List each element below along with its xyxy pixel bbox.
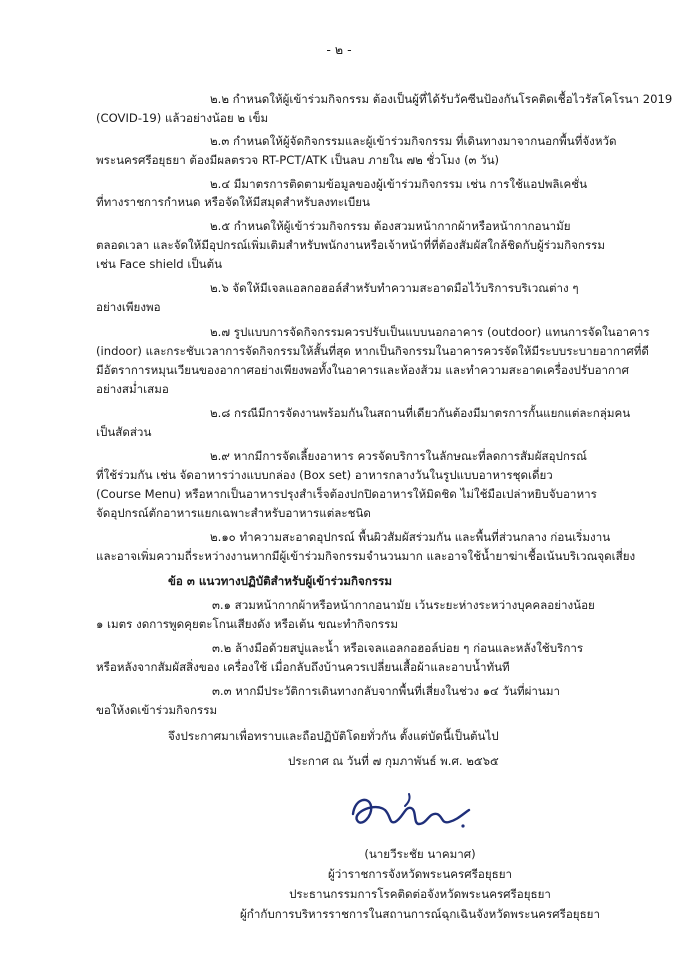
page-number: - ๒ - (326, 42, 352, 57)
signer-name: (นายวีระชัย นาคมาศ) (364, 847, 476, 861)
item-2-5-line-1: ๒.๕ กำหนดให้ผู้เข้าร่วมกิจกรรม ต้องสวมหน้ากากผ้าหรือหน้ากากอนามัย (210, 219, 571, 233)
item-3-2-line-1: ๓.๒ ล้างมือด้วยสบู่และน้ำ หรือเจลแอลกอฮอล์บ่อย ๆ ก่อนและหลังใช้บริการ (212, 641, 584, 655)
item-2-9-line-2: ที่ใช้ร่วมกัน เช่น จัดอาหารว่างแบบกล่อง (Box set) อาหารกลางวันในรูปแบบอาหารชุดเดี่ยว (96, 468, 553, 482)
section-3-heading: ข้อ ๓ แนวทางปฏิบัติสำหรับผู้เข้าร่วมกิจกรรม (168, 574, 392, 588)
item-2-6-line-1: ๒.๖ จัดให้มีเจลแอลกอฮอล์สำหรับทำความสะอาดมือไว้บริการบริเวณต่าง ๆ (210, 281, 579, 295)
signer-title-emergency-supervisor: ผู้กำกับการบริหารราชการในสถานการณ์ฉุกเฉินจังหวัดพระนครศรีอยุธยา (240, 907, 600, 921)
item-2-4-line-1: ๒.๔ มีมาตรการติดตามข้อมูลของผู้เข้าร่วมกิจกรรม เช่น การใช้แอปพลิเคชั่น (210, 177, 587, 191)
item-2-3-line-1: ๒.๓ กำหนดให้ผู้จัดกิจกรรมและผู้เข้าร่วมกิจกรรม ที่เดินทางมาจากนอกพื้นที่จังหวัด (210, 134, 617, 148)
item-2-8-line-1: ๒.๘ กรณีมีการจัดงานพร้อมกันในสถานที่เดียวกันต้องมีมาตรการกั้นแยกแต่ละกลุ่มคน (210, 406, 631, 420)
item-2-9-line-1: ๒.๙ หากมีการจัดเลี้ยงอาหาร ควรจัดบริการในลักษณะที่ลดการสัมผัสอุปกรณ์ (210, 449, 587, 463)
item-3-2-line-2: หรือหลังจากสัมผัสสิ่งของ เครื่องใช้ เมื่อกลับถึงบ้านควรเปลี่ยนเสื้อผ้าและอาบน้ำทันที (96, 660, 510, 674)
announcement-date: ประกาศ ณ วันที่ ๗ กุมภาพันธ์ พ.ศ. ๒๕๖๕ (288, 754, 499, 768)
item-2-7-line-1: ๒.๗ รูปแบบการจัดกิจกรรมควรปรับเป็นแบบนอกอาคาร (outdoor) แทนการจัดในอาคาร (210, 325, 650, 339)
item-2-2-line-2: (COVID-19) แล้วอย่างน้อย ๒ เข็ม (96, 111, 269, 125)
item-2-7-line-4: อย่างสม่ำเสมอ (96, 382, 169, 396)
item-2-4-line-2: ที่ทางราชการกำหนด หรือจัดให้มีสมุดสำหรับลงทะเบียน (96, 195, 370, 209)
item-2-3-line-2: พระนครศรีอยุธยา ต้องมีผลตรวจ RT-PCT/ATK เป็นลบ ภายใน ๗๒ ชั่วโมง (๓ วัน) (96, 153, 500, 167)
item-2-5-line-2: ตลอดเวลา และจัดให้มีอุปกรณ์เพิ่มเติมสำหรับพนักงานหรือเจ้าหน้าที่ที่ต้องสัมผัสใกล้ชิดกับผู้ร่วมกิจกรรม (96, 238, 606, 252)
item-2-10-line-2: และอาจเพิ่มความถี่ระหว่างงานหากมีผู้เข้าร่วมกิจกรรมจำนวนมาก และอาจใช้น้ำยาฆ่าเชื้อเน้นบริเวณจุดเสี่ยง (96, 549, 636, 563)
item-2-7-line-3: มีอัตราการหมุนเวียนของอากาศอย่างเพียงพอทั้งในอาคารและห้องส้วม และทำความสะอาดเครื่องปรับอากาศ (96, 363, 629, 377)
item-2-8-line-2: เป็นสัดส่วน (96, 425, 152, 439)
item-3-3-line-1: ๓.๓ หากมีประวัติการเดินทางกลับจากพื้นที่เสี่ยงในช่วง ๑๔ วันที่ผ่านมา (212, 684, 560, 698)
signer-title-governor: ผู้ว่าราชการจังหวัดพระนครศรีอยุธยา (327, 867, 513, 881)
announcement-line: จึงประกาศมาเพื่อทราบและถือปฏิบัติโดยทั่วกัน ตั้งแต่บัดนี้เป็นต้นไป (168, 729, 499, 743)
item-2-9-line-3: (Course Menu) หรือหากเป็นอาหารปรุงสำเร็จต้องปกปิดอาหารให้มิดชิด ไม่ใช้มือเปล่าหยิบจับอาหาร (96, 487, 597, 501)
item-2-2-line-1: ๒.๒ กำหนดให้ผู้เข้าร่วมกิจกรรม ต้องเป็นผู้ที่ได้รับวัคซีนป้องกันโรคติดเชื้อไวรัสโคโรนา 2019 (210, 92, 673, 106)
item-3-3-line-2: ขอให้งดเข้าร่วมกิจกรรม (96, 703, 218, 717)
handwritten-signature (345, 784, 475, 840)
item-3-1-line-1: ๓.๑ สวมหน้ากากผ้าหรือหน้ากากอนามัย เว้นระยะห่างระหว่างบุคคลอย่างน้อย (212, 598, 595, 612)
item-2-7-line-2: (indoor) และกระชับเวลาการจัดกิจกรรมให้สั้นที่สุด หากเป็นกิจกรรมในอาคารควรจัดให้มีระบบระบายอากาศที่ดี (96, 344, 649, 358)
item-3-1-line-2: ๑ เมตร งดการพูดคุยตะโกนเสียงดัง หรือเต้น ขณะทำกิจกรรม (96, 617, 398, 631)
item-2-6-line-2: อย่างเพียงพอ (96, 300, 161, 314)
item-2-10-line-1: ๒.๑๐ ทำความสะอาดอุปกรณ์ พื้นผิวสัมผัสร่วมกัน และพื้นที่ส่วนกลาง ก่อนเริ่มงาน (210, 530, 611, 544)
item-2-5-line-3: เช่น Face shield เป็นต้น (96, 257, 223, 271)
item-2-9-line-4: จัดอุปกรณ์ตักอาหารแยกเฉพาะสำหรับอาหารแต่ละชนิด (96, 506, 371, 520)
signer-title-committee-chair: ประธานกรรมการโรคติดต่อจังหวัดพระนครศรีอยุธยา (289, 887, 551, 901)
